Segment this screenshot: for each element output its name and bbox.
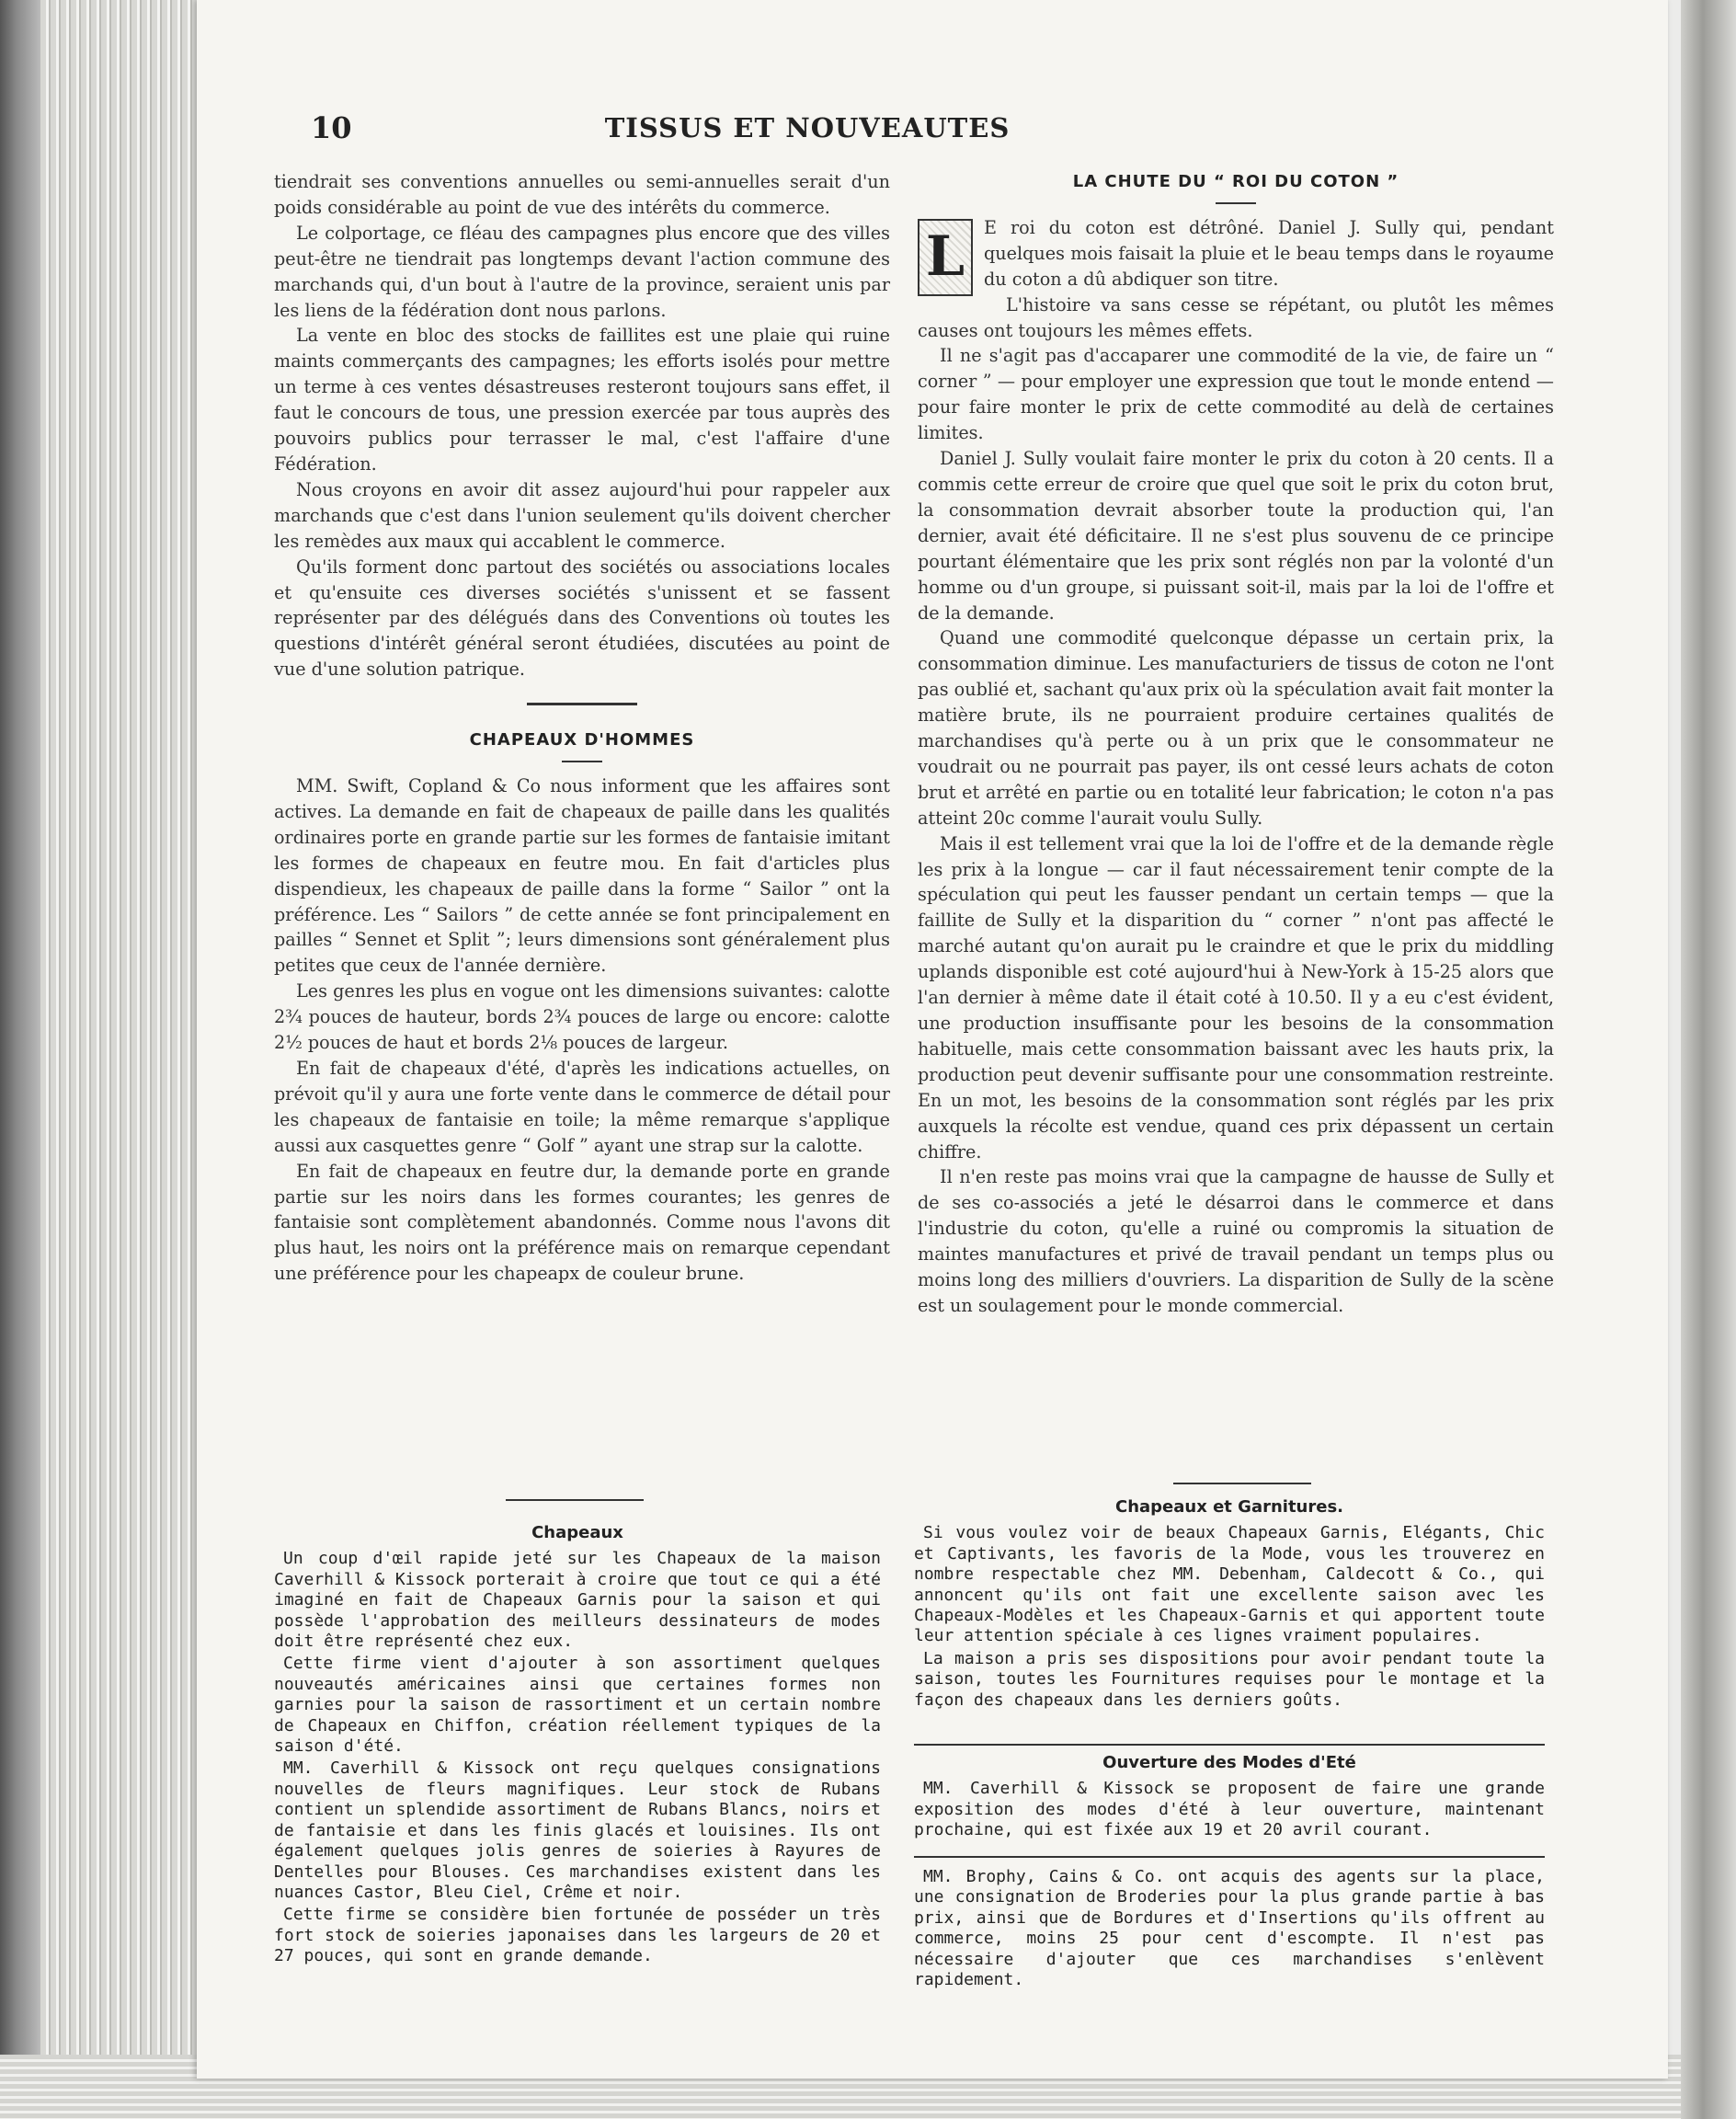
ad-divider: [914, 1744, 1545, 1746]
paragraph: Mais il est tellement vrai que la loi de l'offre et de la demande règle les prix à la longue — car il faut nécessairement tenir compte de la spéculation qui peut les fausser pendant un certain temps — que la faillite de Sully et la disparition du “ corner ” n'ont pas affecté le marché autant qu'on aurait pu le craindre et que le prix du middling uplands disponible est coté aujourd'hui à New-York à 15-25 alors que l'an dernier à même date il était coté à 10.50. Il y a eu c'est évident, une production insuffisante pour les besoins de la consommation habituelle, mais cette consommation baissant avec les hauts prix, la production peut devenir suffisante pour une consommation restreinte. En un mot, les besoins de la consommation sont réglés par les prix auxquels la récolte est vendue, quand ces prix dépassent un certain chiffre.: [918, 832, 1554, 1163]
title-underline: [562, 761, 602, 762]
ad-title: Ouverture des Modes d'Eté: [1102, 1753, 1356, 1772]
ad-divider: [506, 1499, 644, 1501]
ad-paragraph: Cette firme vient d'ajouter à son assortiment quelques nouveautés américaines ainsi que certaines formes non garnies pour la saison de rassortiment et un certain nombre de Chapeaux en Chiffon, création réellement typiques de la saison d'été.: [274, 1654, 881, 1757]
page-gutter: [1681, 0, 1736, 2119]
paragraph: Le colportage, ce fléau des campagnes plus encore que des villes peut-être ne tiendrait pas longtemps devant l'action commune des marchands qui, d'un bout à l'autre de la province, seraient unis par les liens de la fédération dont nous parlons.: [274, 222, 890, 321]
paragraph: L'histoire va sans cesse se répétant, ou plutôt les mêmes causes ont toujours les mêmes effets.: [918, 293, 1554, 341]
lead-text: E roi du coton est détrôné. Daniel J. Sully qui, pendant quelques mois faisait la pluie et le beau temps dans le royaume du coton a dû abdiquer son titre.: [984, 216, 1554, 290]
page-number: 10: [311, 110, 352, 145]
book-binding-shadow: [0, 0, 40, 2119]
paragraph: Il ne s'agit pas d'accaparer une commodité de la vie, de faire un “ corner ” — pour employer une expression que tout le monde entend — pour faire monter le prix de cette commodité au delà de certaines limites.: [918, 345, 1554, 444]
ad-paragraph: Un coup d'œil rapide jeté sur les Chapeaux de la maison Caverhill & Kissock porterait à croire que tout ce qui a été imaginé en fait de Chapeaux Garnis pour la saison et qui possède l'approbation des meilleurs dessinateurs de modes doit être représenté chez eux.: [274, 1549, 881, 1652]
right-column: [918, 169, 1554, 1319]
paragraph: En fait de chapeaux en feutre dur, la demande porte en grande partie sur les noirs dans les formes courantes; les genres de fantaisie sont complètement abandonnés. Comme nous l'avons dit plus haut, les noirs ont la préférence mais on remarque cependant une préférence pour les chapeapx de couleur brune.: [274, 1160, 890, 1285]
page-header: [311, 103, 1304, 149]
ad-paragraph: MM. Caverhill & Kissock ont reçu quelques consignations nouvelles de fleurs magnifiques. Leur stock de Rubans contient un splendide assortiment de Rubans Blancs, noirs et de fantaisie et dans les finis glacés et louisines. Ils ont également quelques jolis genres de soieries à Rayures de Dentelles pour Blouses. Ces marchandises existent dans les nuances Castor, Bleu Ciel, Crême et noir.: [274, 1758, 881, 1902]
ad-chapeaux-garnitures: [914, 1497, 1545, 1712]
paragraph: Les genres les plus en vogue ont les dimensions suivantes: calotte 2¾ pouces de hauteur, bords 2¾ pouces de large ou encore: calotte 2½ pouces de haut et bords 2⅛ pouces de largeur.: [274, 980, 890, 1054]
ad-paragraph: Cette firme se considère bien fortunée de posséder un très fort stock de soieries japonaises dans les largeurs de 20 et 27 pouces, qui sont en grande demande.: [274, 1905, 881, 1966]
paragraph: Nous croyons en avoir dit assez aujourd'hui pour rappeler aux marchands que c'est dans l'union seulement qu'ils doivent chercher les remèdes aux maux qui accablent le commerce.: [274, 478, 890, 552]
ad-title: Chapeaux: [531, 1523, 623, 1542]
paragraph: La vente en bloc des stocks de faillites est une plaie qui ruine maints commerçants des campagnes; les efforts isolés pour mettre un terme à ces ventes désastreuses resteront toujours sans effet, il faut le concours de tous, une pression exercée par tous auprès des pouvoirs publics pour terrasser le mal, c'est l'affaire d'une Fédération.: [274, 325, 890, 475]
ad-divider: [1173, 1483, 1311, 1484]
ad-paragraph: La maison a pris ses dispositions pour avoir pendant toute la saison, toutes les Fournitures requises pour le montage et la façon des chapeaux dans les derniers goûts.: [914, 1648, 1545, 1710]
ad-divider: [914, 1856, 1545, 1858]
document-page: [197, 0, 1668, 2079]
ad-paragraph: MM. Brophy, Cains & Co. ont acquis des agents sur la place, une consignation de Broderies pour la plus grande partie à bas prix, ainsi que de Bordures et d'Insertions qu'ils offrent au commerce, moins 25 pour cent d'escompte. Il n'est pas nécessaire d'ajouter que ces marchandises s'enlèvent rapidement.: [914, 1867, 1545, 1990]
paragraph-lead: [918, 215, 1554, 292]
ad-chapeaux: [274, 1523, 881, 1969]
title-underline: [1216, 202, 1256, 204]
dropcap-letter: L: [918, 219, 973, 296]
publication-title: TISSUS ET NOUVEAUTES: [604, 112, 1011, 143]
ad-ouverture-modes: [914, 1753, 1545, 1843]
ad-title: Chapeaux et Garnitures.: [1114, 1497, 1344, 1517]
paragraph: tiendrait ses conventions annuelles ou semi-annuelles serait d'un poids considérable au point de vue des intérêts du commerce.: [274, 171, 890, 218]
paragraph: Quand une commodité quelconque dépasse un certain prix, la consommation diminue. Les manufacturiers de tissus de coton ne l'ont pas oublié et, sachant qu'aux prix où la spéculation avait fait monter la matière brute, ils ne pourraient produire certaines qualités de marchandises qu'à perte ou à un prix que le consommateur ne voudrait ou ne pourrait pas payer, ils ont cessé leurs achats de coton brut et arrêté en partie ou en totalité leur fabrication; le coton n'a pas atteint 20c comme l'aurait voulu Sully.: [918, 627, 1554, 829]
paragraph: En fait de chapeaux d'été, d'après les indications actuelles, on prévoit qu'il y aura une forte vente dans le commerce de détail pour les chapeaux de fantaisie en toile; la même remarque s'applique aussi aux casquettes genre “ Golf ” ayant une strap sur la calotte.: [274, 1058, 890, 1156]
section-divider: [527, 703, 637, 705]
section-title-roi-du-coton: LA CHUTE DU “ ROI DU COTON ”: [1072, 172, 1399, 191]
paragraph: Daniel J. Sully voulait faire monter le prix du coton à 20 cents. Il a commis cette erreur de croire que quel que soit le prix du coton brut, la consommation devrait absorber toute la production qui, l'an dernier, avait été déficitaire. Il ne s'est plus souvenu de ce principe pourtant élémentaire que les prix sont réglés non par la volonté d'un homme ou d'un groupe, si puissant soit-il, mais par la loi de l'offre et de la demande.: [918, 448, 1554, 624]
ad-paragraph: Si vous voulez voir de beaux Chapeaux Garnis, Elégants, Chic et Captivants, les favoris de la Mode, vous les trouverez en nombre respectable chez MM. Debenham, Caldecott & Co., qui annoncent qu'ils ont fait une excellente saison avec les Chapeaux-Modèles et les Chapeaux-Garnis et qui apportent toute leur attention spéciale à ces lignes vraiment populaires.: [914, 1523, 1545, 1646]
section-title-chapeaux-hommes: CHAPEAUX D'HOMMES: [469, 730, 695, 750]
paragraph: Qu'ils forment donc partout des sociétés ou associations locales et qu'ensuite ces diverses sociétés s'unissent et se fassent représenter par des délégués dans des Conventions où toutes les questions d'intérêt général seront étudiées, discutées au point de vue d'une solution patrique.: [274, 556, 890, 681]
ad-paragraph: MM. Caverhill & Kissock se proposent de faire une grande exposition des modes d'été à leur ouverture, maintenant prochaine, qui est fixée aux 19 et 20 avril courant.: [914, 1779, 1545, 1840]
left-column: [274, 169, 890, 1287]
paragraph: Il n'en reste pas moins vrai que la campagne de hausse de Sully et de ses co-associés a jeté le désarroi dans le commerce et dans l'industrie du coton, qu'elle a ruiné ou compromis la situation de maintes manufactures et privé de travail pendant un temps plus ou moins long des milliers d'ouvriers. La disparition de Sully de la scène est un soulagement pour le monde commercial.: [918, 1166, 1554, 1316]
ad-brophy-cains: [914, 1867, 1545, 1992]
paragraph: MM. Swift, Copland & Co nous informent que les affaires sont actives. La demande en fait de chapeaux de paille dans les qualités ordinaires porte en grande partie sur les formes de fantaisie imitant les formes de chapeaux en feutre mou. En fait d'articles plus dispendieux, les chapeaux de paille dans la forme “ Sailor ” ont la préférence. Les “ Sailors ” de cette année se font principalement en pailles “ Sennet et Split ”; leurs dimensions sont généralement plus petites que ceux de l'année dernière.: [274, 775, 890, 977]
